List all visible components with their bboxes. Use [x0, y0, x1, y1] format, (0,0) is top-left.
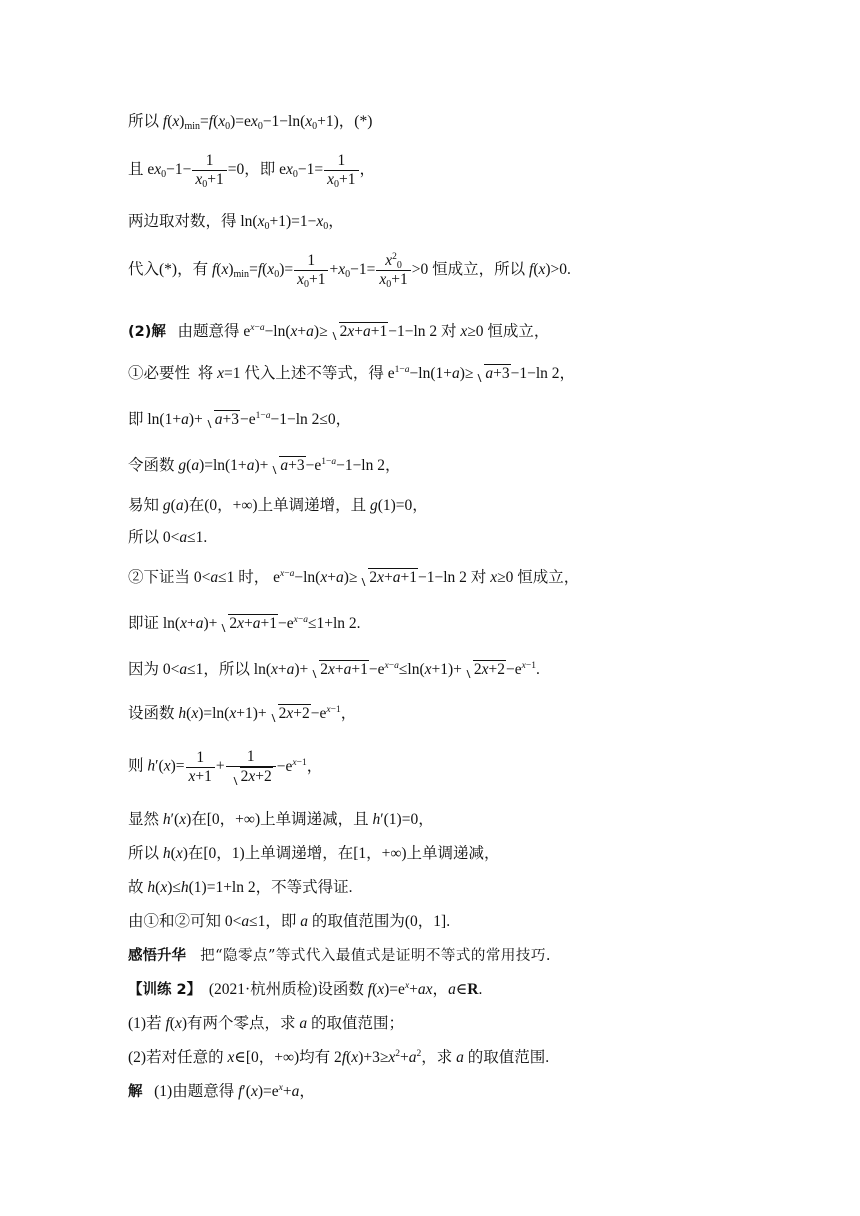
- text: $-e^{x-1}$.: [506, 661, 540, 678]
- insight-text: 把“隐零点”等式代入最值式是证明不等式的常用技巧.: [200, 948, 552, 964]
- text: $-e^{1-a}-1-\ln$ 2≤0，: [240, 411, 352, 428]
- fraction: $\frac{1}{2x+2}$: [226, 748, 276, 786]
- text: 所以 $f(x)_{min}=f(x_0)=ex_0-1-\ln(x_0+1)$，(*): [128, 113, 373, 132]
- text: 两边取对数，得 $\ln(x_0+1)=1-x_0$，: [128, 213, 344, 232]
- text: 故 h(x)≤h(1)=1+ln 2，不等式得证.: [128, 879, 353, 896]
- doc-line-16: [128, 810, 434, 830]
- doc-line-15: [128, 748, 322, 786]
- text: =0，即 $ex_0-1=$: [227, 161, 324, 181]
- text: $-e^{x-a}\le 1+\ln$ 2.: [278, 615, 361, 632]
- text: (2)若对任意的 x∈[0，+∞)均有 $2f(x)+3\ge x^2+a^2$，求 a 的取值范围.: [128, 1049, 550, 1066]
- fraction: $\frac{1}{x+1}$: [186, 749, 215, 786]
- doc-line-4: [128, 252, 571, 289]
- text: (1)由题意得 $f'(x)=e^x+a$，: [146, 1083, 315, 1100]
- text: 即证 ln(x+a)+: [128, 615, 218, 632]
- text: (2021·杭州质检)设函数 $f(x)=e^x+ax$，a∈: [205, 981, 468, 998]
- fraction: $\frac{1}{x_0+1}$: [192, 152, 226, 189]
- doc-line-19: [128, 912, 450, 932]
- doc-line-3: [128, 212, 344, 232]
- doc-line-13: [128, 660, 540, 680]
- doc-line-20: [128, 946, 551, 966]
- text: 由题意得 $e^{x-a}-\ln(x+a)\ge$: [169, 323, 328, 340]
- text: (1)若 f(x)有两个零点，求 a 的取值范围；: [128, 1015, 405, 1032]
- text: 因为 0<a≤1，所以 ln(x+a)+: [128, 661, 309, 678]
- text: −1−ln 2，: [510, 365, 576, 382]
- text: 令函数 g(a)=ln(1+a)+: [128, 457, 269, 474]
- sqrt: 2x+2: [231, 767, 273, 786]
- doc-line-6: [128, 364, 575, 384]
- text: +: [215, 757, 225, 775]
- text: −1−ln 2 对 x≥0 恒成立，: [418, 569, 580, 586]
- text: 由①和②可知 0<a≤1，即 a 的取值范围为(0，1].: [128, 913, 451, 930]
- solution-label: (2)解: [128, 324, 166, 340]
- text: 则 h′(x)=: [128, 757, 185, 775]
- text: $+x_0-1=$: [329, 261, 376, 281]
- sqrt: 2x+a+1: [359, 568, 418, 588]
- doc-line-11: [128, 568, 579, 588]
- text: $-e^{1-a}-1-\ln$ 2，: [305, 457, 401, 474]
- text: 所以 0<a≤1.: [128, 529, 208, 546]
- text: 且 $ex_0-1-$: [128, 161, 192, 181]
- text: $-e^{x-1}$，: [276, 757, 323, 775]
- exercise-label: 【训练 2】: [128, 982, 202, 998]
- fraction: $\frac{1}{x_0+1}$: [294, 252, 328, 289]
- doc-line-8: [128, 456, 401, 476]
- text: ①必要性 将 x=1 代入上述不等式，得 $e^{1-a}-\ln(1+a)\ge$: [128, 365, 474, 382]
- text: $-e^{x-a}\le\ln(x+1)+$: [368, 661, 462, 678]
- text: .: [478, 981, 483, 998]
- sqrt: 2x+a+1: [219, 614, 278, 634]
- text: 代入(*)，有 $f(x)_{min}=f(x_0)=$: [128, 261, 294, 281]
- doc-line-1: [128, 112, 372, 132]
- text: ②下证当 0<a≤1 时， $e^{x-a}-\ln(x+a)\ge$: [128, 569, 358, 586]
- text: −1−ln 2 对 x≥0 恒成立，: [388, 323, 550, 340]
- solution-label: 解: [128, 1084, 143, 1100]
- text: 显然 h′(x)在[0，+∞)上单调递减，且 h′(1)=0，: [128, 811, 434, 828]
- text: ，: [359, 161, 376, 179]
- sqrt: a+3: [475, 364, 510, 384]
- sqrt: 2x+a+1: [310, 660, 369, 680]
- text: 设函数 h(x)=ln(x+1)+: [128, 705, 267, 722]
- sqrt: 2x+2: [464, 660, 506, 680]
- sqrt: 2x+a+1: [330, 322, 389, 342]
- doc-line-10: [128, 528, 207, 548]
- doc-line-7: [128, 410, 351, 430]
- insight-label: 感悟升华: [128, 948, 186, 964]
- real-set-symbol: R: [467, 981, 479, 998]
- doc-line-23: [128, 1048, 549, 1068]
- doc-line-12: [128, 614, 361, 634]
- fraction: $\frac{x^2_0}{x_0+1}$: [376, 252, 410, 289]
- doc-line-2: [128, 152, 375, 189]
- text: 即 ln(1+a)+: [128, 411, 203, 428]
- sqrt: a+3: [205, 410, 240, 430]
- fraction: $\frac{1}{x_0+1}$: [324, 152, 358, 189]
- doc-line-18: [128, 878, 353, 898]
- text: 所以 h(x)在[0，1)上单调递增，在[1，+∞)上单调递减，: [128, 845, 500, 862]
- insight-text: [190, 948, 200, 964]
- sqrt: 2x+2: [269, 704, 311, 724]
- doc-line-5: [128, 322, 549, 342]
- doc-line-22: [128, 1014, 404, 1034]
- text: $-e^{x-1}$，: [310, 705, 357, 722]
- doc-line-24: [128, 1082, 315, 1102]
- doc-line-21: [128, 980, 482, 1000]
- text: >0 恒成立，所以 f(x)>0.: [411, 261, 571, 279]
- doc-line-17: [128, 844, 500, 864]
- sqrt: a+3: [270, 456, 305, 476]
- doc-line-9: [128, 496, 428, 516]
- doc-line-14: [128, 704, 356, 724]
- text: 易知 g(a)在(0，+∞)上单调递增，且 g(1)=0，: [128, 497, 428, 514]
